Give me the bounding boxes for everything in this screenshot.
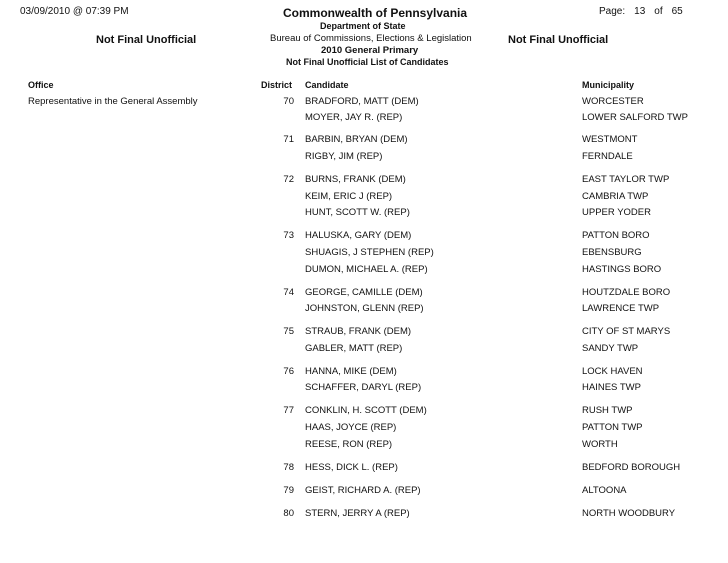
municipality-cell: LOCK HAVEN [582, 366, 643, 377]
candidate-cell: HANNA, MIKE (DEM) [305, 366, 397, 377]
candidate-cell: STRAUB, FRANK (DEM) [305, 326, 412, 337]
municipality-cell: NORTH WOODBURY [582, 508, 676, 519]
table-row [0, 230, 728, 244]
municipality-cell: HASTINGS BORO [582, 264, 662, 275]
column-header-office: Office [28, 80, 54, 90]
not-final-label-left: Not Final Unofficial [96, 34, 197, 46]
not-final-label-right: Not Final Unofficial [508, 34, 609, 46]
municipality-cell: WESTMONT [582, 134, 638, 145]
table-row [0, 326, 728, 340]
table-row [0, 134, 728, 148]
candidate-cell: RIGBY, JIM (REP) [305, 151, 383, 162]
municipality-cell: ALTOONA [582, 485, 627, 496]
candidate-cell: HUNT, SCOTT W. (REP) [305, 207, 410, 218]
candidate-cell: GEIST, RICHARD A. (REP) [305, 485, 421, 496]
candidate-cell: GABLER, MATT (REP) [305, 343, 403, 354]
page-of: of [654, 6, 663, 17]
candidate-cell: MOYER, JAY R. (REP) [305, 112, 403, 123]
municipality-cell: EBENSBURG [582, 247, 642, 258]
candidate-cell: JOHNSTON, GLENN (REP) [305, 303, 424, 314]
municipality-cell: WORCESTER [582, 96, 644, 107]
candidate-cell: DUMON, MICHAEL A. (REP) [305, 264, 428, 275]
election-name: 2010 General Primary [321, 45, 419, 56]
table-row [0, 462, 728, 476]
table-row [0, 191, 728, 205]
table-row [0, 96, 728, 110]
table-row [0, 382, 728, 396]
column-header-district: District [261, 80, 293, 90]
bureau-name: Bureau of Commissions, Elections & Legislation [270, 33, 472, 44]
district-cell: 73 [283, 230, 294, 241]
municipality-cell: HOUTZDALE BORO [582, 287, 671, 298]
candidate-cell: KEIM, ERIC J (REP) [305, 191, 393, 202]
municipality-cell: BEDFORD BOROUGH [582, 462, 681, 473]
candidate-cell: BRADFORD, MATT (DEM) [305, 96, 419, 107]
table-row [0, 174, 728, 188]
page-indicator [599, 6, 692, 17]
table-row [0, 405, 728, 419]
column-header-municipality: Municipality [582, 80, 635, 90]
office-value: Representative in the General Assembly [28, 96, 198, 107]
candidate-cell: HESS, DICK L. (REP) [305, 462, 398, 473]
municipality-cell: LAWRENCE TWP [582, 303, 660, 314]
municipality-cell: HAINES TWP [582, 382, 641, 393]
table-row [0, 151, 728, 165]
candidate-cell: HAAS, JOYCE (REP) [305, 422, 397, 433]
table-row [0, 207, 728, 221]
candidate-cell: BARBIN, BRYAN (DEM) [305, 134, 408, 145]
municipality-cell: WORTH [582, 439, 618, 450]
list-name: Not Final Unofficial List of Candidates [286, 57, 449, 67]
municipality-cell: RUSH TWP [582, 405, 633, 416]
table-row [0, 287, 728, 301]
district-cell: 74 [283, 287, 294, 298]
district-cell: 77 [283, 405, 294, 416]
candidate-cell: BURNS, FRANK (DEM) [305, 174, 406, 185]
district-cell: 70 [283, 96, 294, 107]
candidate-cell: HALUSKA, GARY (DEM) [305, 230, 412, 241]
report-datetime: 03/09/2010 @ 07:39 PM [20, 6, 129, 17]
table-row [0, 112, 728, 126]
page-total: 65 [671, 6, 683, 17]
table-row [0, 485, 728, 499]
candidate-cell: SCHAFFER, DARYL (REP) [305, 382, 422, 393]
municipality-cell: EAST TAYLOR TWP [582, 174, 670, 185]
page-label: Page: [599, 6, 626, 17]
table-row [0, 264, 728, 278]
table-row [0, 343, 728, 357]
candidate-cell: CONKLIN, H. SCOTT (DEM) [305, 405, 427, 416]
municipality-cell: CAMBRIA TWP [582, 191, 649, 202]
municipality-cell: FERNDALE [582, 151, 633, 162]
district-cell: 71 [283, 134, 294, 145]
municipality-cell: LOWER SALFORD TWP [582, 112, 688, 123]
district-cell: 79 [283, 485, 294, 496]
municipality-cell: SANDY TWP [582, 343, 639, 354]
municipality-cell: UPPER YODER [582, 207, 651, 218]
page-title: Commonwealth of Pennsylvania [283, 6, 468, 20]
municipality-cell: CITY OF ST MARYS [582, 326, 671, 337]
candidate-cell: GEORGE, CAMILLE (DEM) [305, 287, 423, 298]
table-row [0, 422, 728, 436]
candidate-cell: SHUAGIS, J STEPHEN (REP) [305, 247, 434, 258]
column-header-candidate: Candidate [305, 80, 349, 90]
district-cell: 78 [283, 462, 294, 473]
district-cell: 72 [283, 174, 294, 185]
table-row [0, 439, 728, 453]
table-row [0, 303, 728, 317]
district-cell: 75 [283, 326, 294, 337]
page-number: 13 [634, 6, 646, 17]
department-name: Department of State [320, 21, 406, 31]
table-row [0, 508, 728, 522]
district-cell: 76 [283, 366, 294, 377]
district-cell: 80 [283, 508, 294, 519]
candidate-cell: STERN, JERRY A (REP) [305, 508, 410, 519]
table-row [0, 247, 728, 261]
candidate-cell: REESE, RON (REP) [305, 439, 393, 450]
municipality-cell: PATTON BORO [582, 230, 650, 241]
table-row [0, 366, 728, 380]
municipality-cell: PATTON TWP [582, 422, 643, 433]
